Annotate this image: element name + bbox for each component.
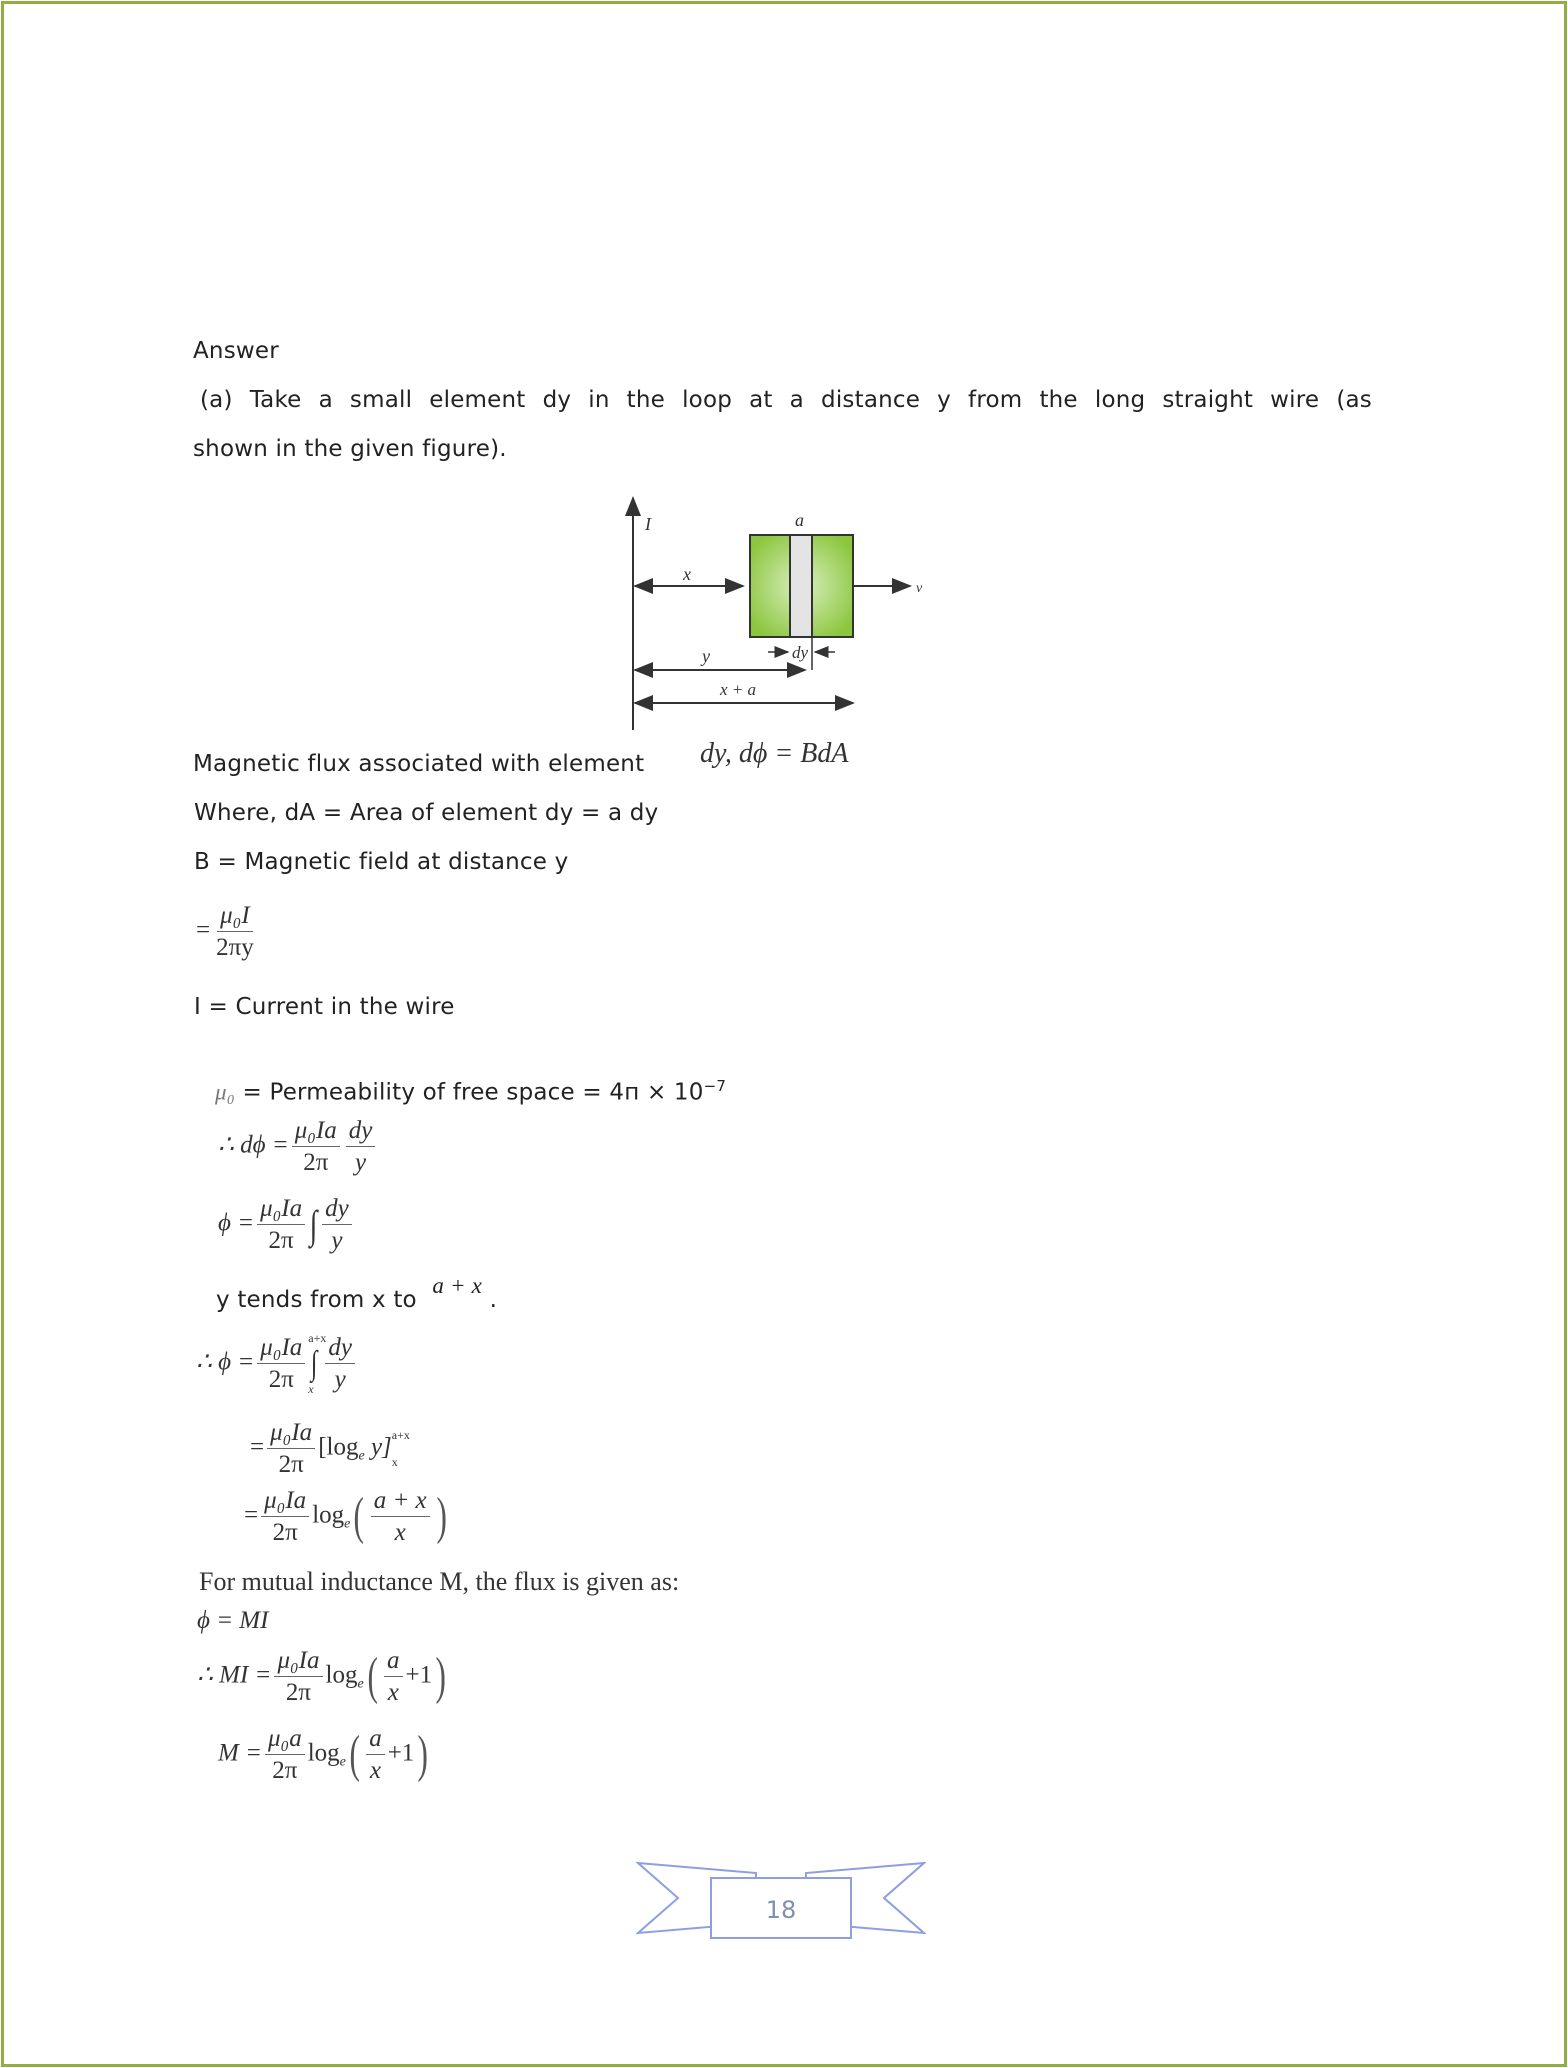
equation-phi-mi: ϕ = MI [197,1607,269,1634]
b-equation: = $\frac{\text{μ₀I}}{2\pi y}$ [196,902,254,962]
equation-log-bracket: = $\frac{\text{μ₀Ia}}{2\pi}$ [$\log_e$ y] a+x x [250,1419,410,1479]
equation-m: M = $\frac{\text{μ₀a}}{2\pi}$ $\log_e$( $\frac{a}{x}$ +1) [218,1725,429,1785]
where-line: Where, dA = Area of element dy = a dy [194,800,659,826]
permeability-line: μ₀ = Permeability of free space = $4п \times 10^{-7}$ [215,1077,727,1106]
label-dy: dy [792,643,809,662]
page-number-ribbon [636,1858,926,1943]
range-line: y tends from x to a + x . [216,1273,498,1313]
loop-wire-figure [620,490,940,735]
answer-heading: Answer [193,338,279,364]
equation-log-result: = $\frac{\text{μ₀Ia}}{2\pi}$ $\log_e$( $\frac{a + x}{x}$ ) [244,1487,447,1547]
label-v: v [916,581,923,596]
b-definition: B = Magnetic field at distance y [194,849,569,875]
flux-equation: dy, dϕ = BdA [700,738,849,769]
equation-dphi: ∴ dϕ = $\frac{\text{μ₀Ia}}{2\pi}$ $\frac{dy}{y}$ [218,1115,378,1179]
label-x-plus-a: x + a [720,680,757,699]
current-definition: I = Current in the wire [194,994,455,1020]
label-current: I [645,514,651,534]
equation-phi-integral: ϕ = $\frac{\text{μ₀Ia}}{2\pi}$ ∫ $\frac{dy}{y}$ [218,1193,355,1257]
page-number: 18 [765,1896,797,1924]
label-y: y [702,646,710,666]
flux-text: Magnetic flux associated with element [193,751,645,777]
label-x: x [683,564,691,584]
mutual-inductance-line: For mutual inductance M, the flux is given as: [199,1567,680,1596]
paragraph-line-1: (a) Take a small element dy in the loop at a distance y from the long straight wire (as [200,387,1372,413]
equation-phi-definite: ∴ ϕ = $\frac{\text{μ₀Ia}}{2\pi}$ a+x ∫ x $\frac{dy}{y}$ [196,1332,358,1396]
strip-element [790,535,812,637]
equation-mi: ∴ MI = $\frac{\text{μ₀Ia}}{2\pi}$ $\log_e$( $\frac{a}{x}$ +1) [197,1647,446,1707]
label-a: a [795,510,804,530]
paragraph-line-2: shown in the given figure). [193,436,507,462]
